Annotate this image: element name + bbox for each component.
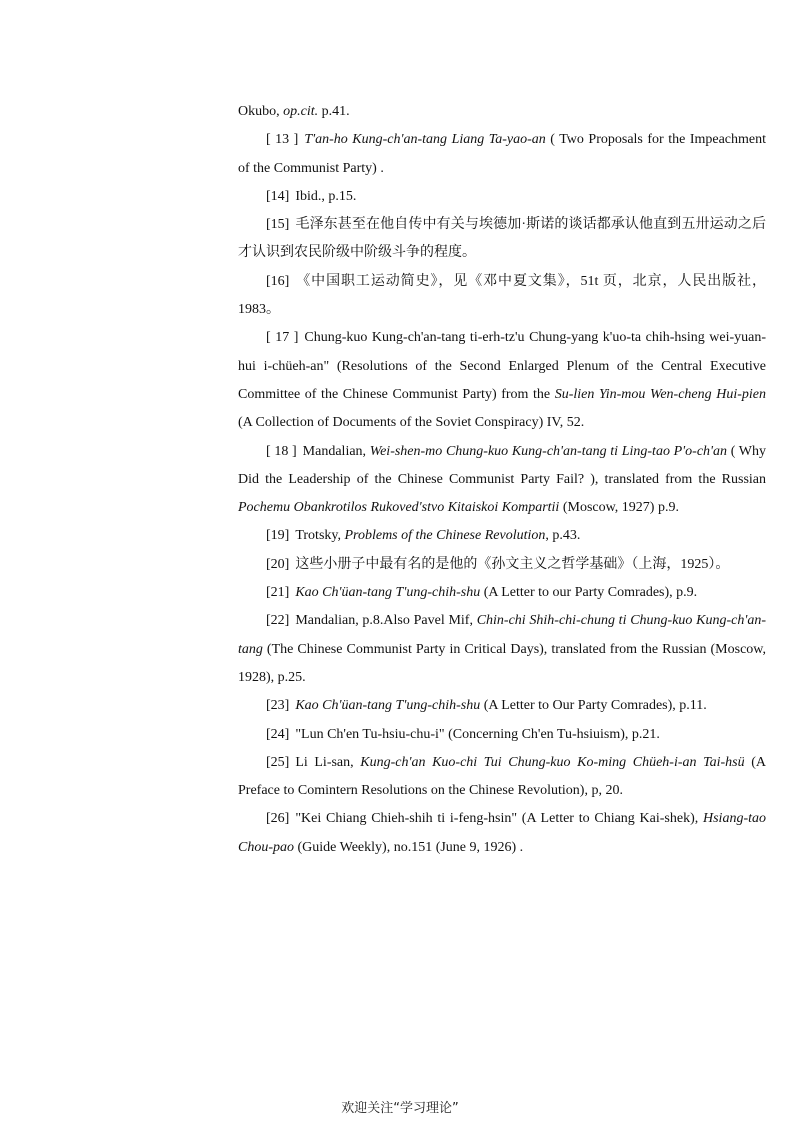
endnote-text: 《中国职工运动简史》，见《邓中夏文集》，51t 页，北京，人民出版社，1983。 — [238, 273, 766, 318]
endnote-number: [15] — [266, 217, 290, 233]
endnote-text: Ibid., p.15. — [295, 188, 357, 204]
endnote-number: [25] — [266, 754, 290, 770]
endnote-number: [24] — [266, 726, 290, 742]
endnote-text: (Guide Weekly), no.151 (June 9, 1926) . — [294, 839, 524, 855]
endnote — [238, 692, 766, 720]
endnote-number: [16] — [266, 273, 290, 289]
endnote-title-italic: Hsiang-tao Chou-pao — [238, 811, 766, 855]
endnote — [238, 749, 766, 806]
endnote-title-italic: Kung-ch'an Kuo-chi Tui Chung-kuo Ko-ming Chüeh-i-an Tai-hsü — [360, 754, 745, 770]
endnote-text: Okubo, — [238, 104, 284, 119]
endnote-text: ( Two Proposals for the Impeachment of the Communist Party) . — [238, 132, 767, 176]
endnote-text: Mandalian, p.8.Also Pavel Mif, — [295, 613, 477, 629]
endnote — [238, 183, 766, 211]
endnote-title-italic: Wei-shen-mo Chung-kuo Kung-ch'an-tang ti Ling-tao P'o-ch'an — [369, 443, 728, 459]
endnote-text: Li Li-san, — [295, 754, 361, 770]
endnote-number: [ 17 ] — [266, 330, 299, 346]
endnote-text: ( Why Did the Leadership of the Chinese Communist Party Fail? ), translated from the Russian — [238, 443, 767, 487]
endnote — [238, 126, 766, 183]
endnote-text: "Lun Ch'en Tu-hsiu-chu-i" (Concerning Ch'en Tu-hsiuism), p.21. — [295, 726, 660, 742]
endnote-text: Chung-kuo Kung-ch'an-tang ti-erh-tz'u Chung-yang k'uo-ta chih-hsing wei-yuan-hui i-chüeh-an" (Resolutions of the Second Enlarged Plenum of the Central Executive Committee of the Chinese Communist Party) from the — [238, 330, 767, 402]
endnote — [238, 268, 766, 325]
endnote — [238, 438, 766, 523]
endnote — [238, 551, 766, 579]
endnote-text: (A Letter to Our Party Comrades), p.11. — [480, 698, 707, 714]
endnote-title-italic: Kao Ch'üan-tang T'ung-chih-shu — [295, 698, 481, 714]
endnote-number: [ 13 ] — [266, 132, 299, 148]
endnote-text: p.41. — [318, 104, 350, 119]
endnote-number: [ 18 ] — [266, 443, 297, 459]
page-footer: 欢迎关注“学习理论” — [341, 1101, 459, 1116]
endnote-number: [14] — [266, 188, 290, 204]
endnote-number: [20] — [266, 556, 290, 572]
endnote-text: (The Chinese Communist Party in Critical Days), translated from the Russian (Moscow, 1928), p.25. — [238, 641, 766, 685]
endnote-number: [19] — [266, 528, 290, 544]
endnote-text: 毛泽东甚至在他自传中有关与埃德加·斯诺的谈话都承认他直到五卅运动之后才认识到农民阶级中阶级斗争的程度。 — [238, 217, 766, 261]
endnote-title-italic: Kao Ch'üan-tang T'ung-chih-shu — [295, 585, 481, 601]
endnote-number: [21] — [266, 585, 290, 601]
endnote-title-italic: Pochemu Obankrotilos Rukoved'stvo Kitaiskoi Kompartii — [238, 500, 560, 516]
endnote-number: [26] — [266, 811, 290, 827]
endnote — [238, 607, 766, 692]
endnote — [238, 98, 766, 126]
endnote-text: Trotsky, — [295, 528, 345, 544]
endnote — [238, 805, 766, 862]
endnote-text: Mandalian, — [302, 443, 370, 459]
endnote-title-italic: Su-lien Yin-mou Wen-cheng Hui-pien — [554, 386, 766, 402]
endnote — [238, 579, 766, 607]
endnote-title-italic: Chin-chi Shih-chi-chung ti Chung-kuo Kung-ch'an-tang — [238, 613, 767, 657]
endnote-number: [22] — [266, 613, 290, 629]
endnotes-list — [238, 98, 766, 862]
endnote-title-italic: T'an-ho Kung-ch'an-tang Liang Ta-yao-an — [304, 132, 546, 148]
endnote — [238, 721, 766, 749]
endnote — [238, 522, 766, 550]
endnote-text: (A Preface to Comintern Resolutions on the Chinese Revolution), p, 20. — [238, 754, 766, 799]
endnote-title-italic: Problems of the Chinese Revolution — [344, 528, 546, 544]
endnote — [238, 324, 766, 437]
endnote-text: (A Letter to our Party Comrades), p.9. — [480, 585, 698, 601]
endnote-title-italic: op.cit. — [283, 104, 319, 119]
endnote-text: (A Collection of Documents of the Soviet Conspiracy) IV, 52. — [238, 415, 585, 431]
endnote-text: , p.43. — [545, 528, 581, 544]
endnote-text: 这些小册子中最有名的是他的《孙文主义之哲学基础》（上海，1925）。 — [295, 556, 730, 572]
endnote-text: (Moscow, 1927) p.9. — [559, 500, 679, 516]
endnote-text: "Kei Chiang Chieh-shih ti i-feng-hsin" (A Letter to Chiang Kai-shek), — [295, 811, 703, 827]
endnote-number: [23] — [266, 698, 290, 714]
endnote — [238, 211, 766, 268]
